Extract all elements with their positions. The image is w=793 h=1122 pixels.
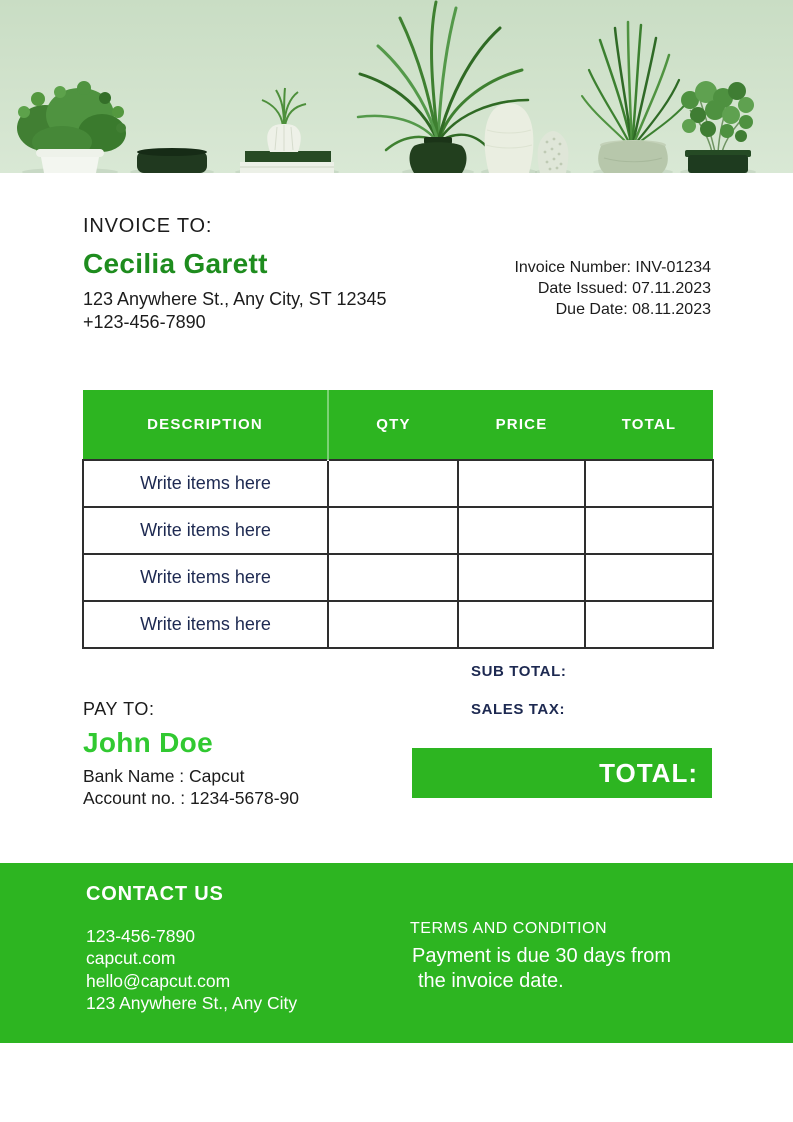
items-table xyxy=(82,390,714,649)
contact-address: 123 Anywhere St., Any City xyxy=(86,993,298,1014)
item-qty-cell[interactable] xyxy=(328,554,458,601)
table-row xyxy=(83,507,713,554)
item-qty-cell[interactable] xyxy=(328,507,458,554)
item-qty-cell[interactable] xyxy=(328,601,458,648)
payee-name: John Doe xyxy=(83,727,213,758)
terms-line: the invoice date. xyxy=(418,970,564,992)
table-row xyxy=(83,460,713,507)
client-name: Cecilia Garett xyxy=(83,248,268,279)
item-description-cell[interactable]: Write items here xyxy=(83,554,328,601)
terms-line: Payment is due 30 days from xyxy=(412,945,672,967)
due-date-line: Due Date: 08.11.2023 xyxy=(555,301,711,318)
item-total-cell[interactable] xyxy=(585,601,713,648)
table-row xyxy=(83,601,713,648)
invoice-number-line: Invoice Number: INV-01234 xyxy=(514,259,711,276)
invoice-to-label: INVOICE TO: xyxy=(83,215,213,237)
item-total-cell[interactable] xyxy=(585,554,713,601)
contact-us-title: CONTACT US xyxy=(86,883,224,905)
col-header-total: TOTAL xyxy=(585,390,713,460)
item-total-cell[interactable] xyxy=(585,507,713,554)
item-description-cell[interactable]: Write items here xyxy=(83,460,328,507)
contact-email: hello@capcut.com xyxy=(86,970,231,991)
plants-photo xyxy=(0,0,793,173)
invoice-to-section xyxy=(83,215,387,334)
bank-name-line: Bank Name : Capcut xyxy=(83,766,245,786)
table-header-row xyxy=(83,390,713,460)
items-table-wrap xyxy=(82,390,712,649)
item-price-cell[interactable] xyxy=(458,554,585,601)
contact-phone: 123-456-7890 xyxy=(86,926,195,946)
header-photo xyxy=(0,0,793,173)
item-qty-cell[interactable] xyxy=(328,460,458,507)
account-number-line: Account no. : 1234-5678-90 xyxy=(83,787,299,808)
tall-vase xyxy=(485,103,534,173)
invoice-meta xyxy=(514,257,711,320)
total-label: TOTAL: xyxy=(599,757,698,788)
item-description-cell[interactable]: Write items here xyxy=(83,601,328,648)
pay-to-section xyxy=(83,699,299,809)
contact-website: capcut.com xyxy=(86,948,176,969)
client-address: 123 Anywhere St., Any City, ST 12345 xyxy=(83,289,387,309)
item-price-cell[interactable] xyxy=(458,601,585,648)
date-issued-line: Date Issued: 07.11.2023 xyxy=(537,280,711,297)
table-row xyxy=(83,554,713,601)
dark-pot xyxy=(137,148,207,173)
client-phone: +123-456-7890 xyxy=(83,312,206,332)
sales-tax-label: SALES TAX: xyxy=(471,701,566,718)
item-price-cell[interactable] xyxy=(458,507,585,554)
footer xyxy=(0,863,793,1043)
contact-lines xyxy=(86,925,297,1015)
pay-to-label: PAY TO: xyxy=(83,699,155,719)
col-header-price: PRICE xyxy=(458,390,585,460)
item-price-cell[interactable] xyxy=(458,460,585,507)
col-header-qty: QTY xyxy=(328,390,458,460)
sub-total-label: SUB TOTAL: xyxy=(471,663,567,680)
total-bar xyxy=(412,748,712,798)
col-header-description: DESCRIPTION xyxy=(83,390,328,460)
terms-title: TERMS AND CONDITION xyxy=(410,920,608,937)
item-description-cell[interactable]: Write items here xyxy=(83,507,328,554)
terms-lines xyxy=(412,944,671,994)
item-total-cell[interactable] xyxy=(585,460,713,507)
